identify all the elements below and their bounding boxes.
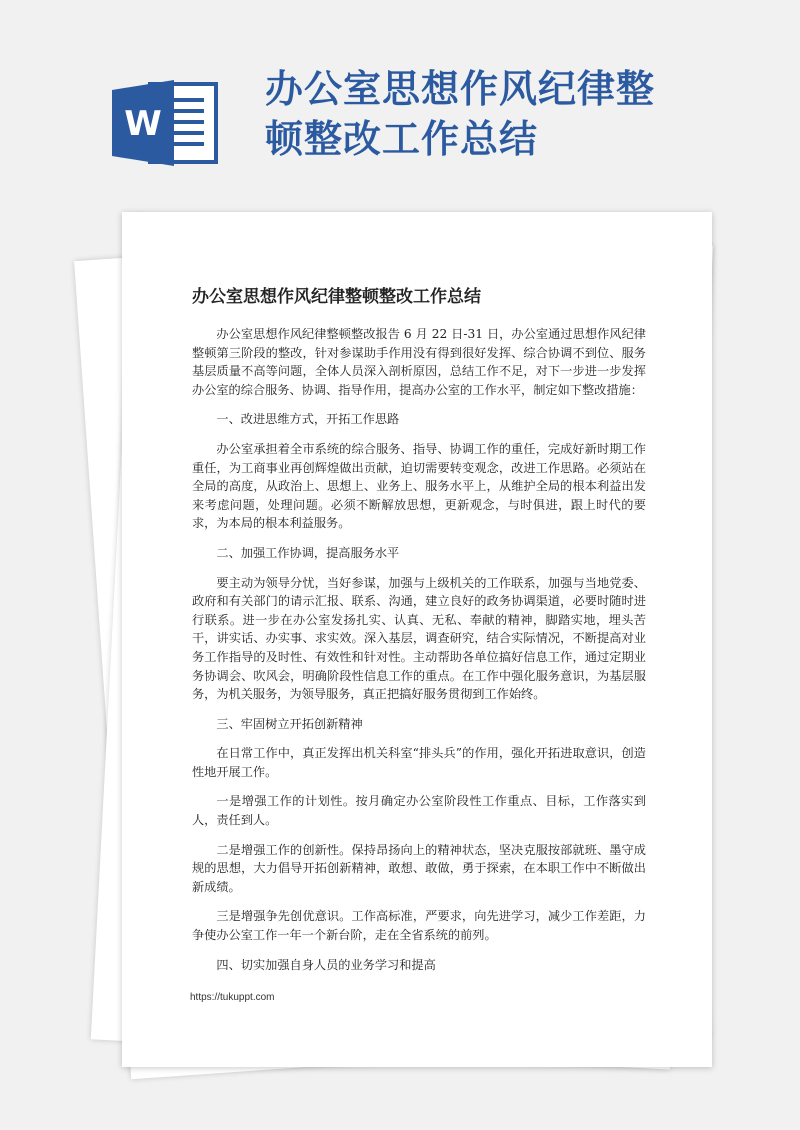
word-icon — [112, 78, 222, 168]
paragraph-point-3: 三是增强争先创优意识。工作高标准，严要求，向先进学习，减少工作差距，力争使办公室工作一年一个新台阶，走在全省系统的前列。 — [192, 909, 646, 943]
banner-title-line-1: 办公室思想作风纪律整 — [265, 67, 656, 111]
section-heading-3: 三、牢固树立开拓创新精神 — [216, 716, 363, 731]
document-body — [192, 325, 646, 985]
banner — [0, 0, 800, 200]
banner-title — [265, 64, 765, 164]
document-title: 办公室思想作风纪律整顿整改工作总结 — [192, 287, 481, 307]
paragraph-section-2: 要主动为领导分忧，当好参谋，加强与上级机关的工作联系，加强与当地党委、政府和有关部门的请示汇报、联系、沟通，建立良好的政务协调渠道，必要时随时进行联系。进一步在办公室发扬扎实、认真、无私、奉献的精神，脚踏实地，埋头苦干，讲实话、办实事、求实效。深入基层，调查研究，结合实际情况，不断提高对业务工作指导的及时性、有效性和针对性。主动帮助各单位搞好信息工作，通过定期业务协调会、吹风会，明确阶段性信息工作的重点。在工作中强化服务意识，为基层服务，为机关服务，为领导服务，真正把搞好服务贯彻到工作始终。 — [192, 575, 646, 702]
section-heading-1: 一、改进思维方式，开拓工作思路 — [216, 412, 400, 427]
paragraph-point-2: 二是增强工作的创新性。保持昂扬向上的精神状态，坚决克服按部就班、墨守成规的思想，大力倡导开拓创新精神，敢想、敢做，勇于探索，在本职工作中不断做出新成绩。 — [192, 842, 646, 894]
paragraph-section-1: 办公室承担着全市系统的综合服务、指导、协调工作的重任，完成好新时期工作重任，为工商事业再创辉煌做出贡献，迫切需要转变观念，改进工作思路。必须站在全局的高度，从政治上、思想上、业务上、服务水平上，从维护全局的根本利益出发来考虑问题，处理问题。必须不断解放思想，更新观念，与时俱进，跟上时代的要求，为本局的根本利益服务。 — [192, 441, 646, 531]
section-heading-4: 四、切实加强自身人员的业务学习和提高 — [216, 957, 436, 972]
section-heading-2: 二、加强工作协调，提高服务水平 — [216, 545, 400, 560]
document-page — [122, 212, 712, 1067]
banner-title-line-2: 顿整改工作总结 — [265, 117, 539, 161]
paragraph-point-1: 一是增强工作的计划性。按月确定办公室阶段性工作重点、目标，工作落实到人，责任到人。 — [192, 794, 646, 828]
paragraph-section-3: 在日常工作中，真正发挥出机关科室“排头兵”的作用，强化开拓进取意识，创造性地开展工作。 — [192, 746, 646, 779]
word-icon-letter: W — [124, 104, 162, 144]
source-url: https://tukuppt.com — [190, 992, 275, 1003]
paragraph-intro: 办公室思想作风纪律整顿整改报告 6 月 22 日-31 日，办公室通过思想作风纪律整顿第三阶段的整改，针对参谋助手作用没有得到很好发挥、综合协调不到位、服务基层质量不高等问题，全体人员深入剖析原因，总结工作不足，对下一步进一步发挥办公室的综合服务、协调、指导作用，提高办公室的工作水平，制定如下整改措施： — [192, 327, 646, 397]
